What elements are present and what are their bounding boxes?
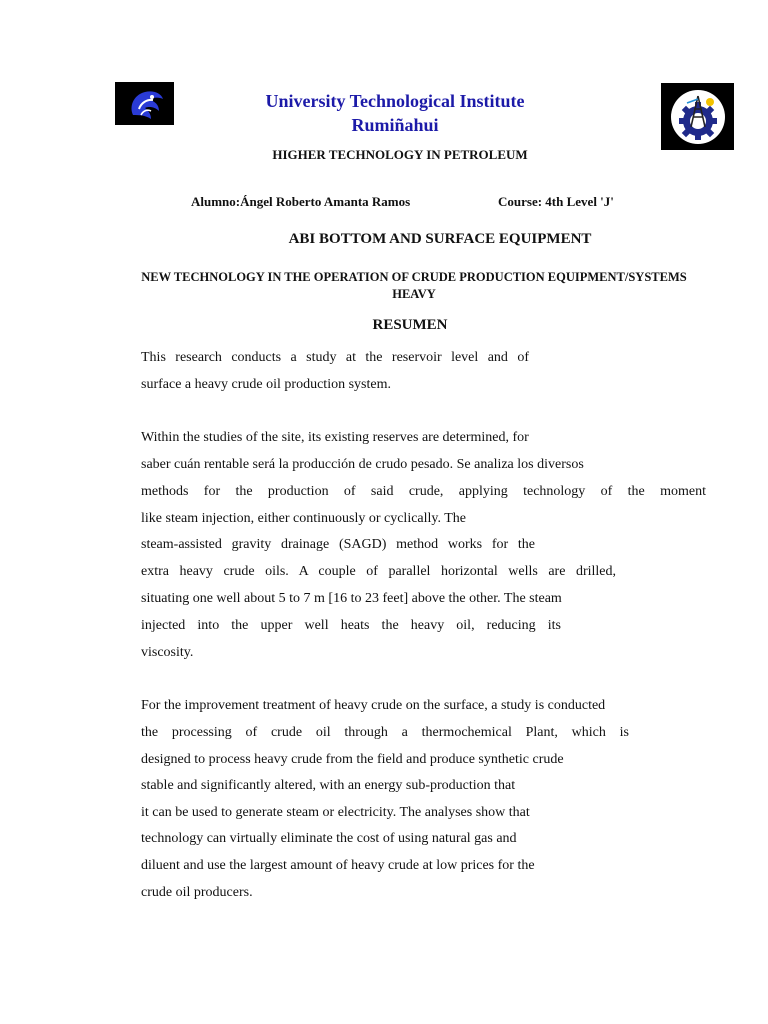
body-line: crude oil producers. (141, 885, 253, 900)
institute-title-line2: Rumiñahui (351, 115, 439, 135)
body-line: designed to process heavy crude from the field and produce synthetic crude (141, 752, 564, 767)
program-name: HIGHER TECHNOLOGY IN PETROLEUM (272, 147, 528, 162)
body-line: Within the studies of the site, its existing reserves are determined, for (141, 430, 529, 445)
body-line: viscosity. (141, 645, 194, 660)
body-line: situating one well about 5 to 7 m [16 to 23 feet] above the other. The steam (141, 591, 562, 606)
topic-title (112, 269, 716, 303)
university-logo (115, 82, 174, 125)
body-line: it can be used to generate steam or electricity. The analyses show that (141, 805, 530, 820)
body-line: technology can virtually eliminate the cost of using natural gas and (141, 831, 517, 846)
body-line: surface a heavy crude oil production system. (141, 377, 391, 392)
topic-title-line2: HEAVY (392, 287, 436, 301)
body-line: the processing of crude oil through a thermochemical Plant, which is (141, 725, 629, 740)
section-heading: RESUMEN (372, 317, 448, 333)
gear-oil-derrick-icon (667, 87, 729, 147)
institute-title-line1: University Technological Institute (265, 91, 525, 111)
topic-title-line1: NEW TECHNOLOGY IN THE OPERATION OF CRUDE PRODUCTION EQUIPMENT/SYSTEMS (141, 270, 687, 284)
body-line: like steam injection, either continuously or cyclically. The (141, 511, 467, 526)
student-name: Alumno:Ángel Roberto Amanta Ramos (191, 194, 411, 209)
body-line: stable and significantly altered, with an energy sub-production that (141, 778, 516, 793)
body-line: injected into the upper well heats the heavy oil, reducing its (141, 618, 561, 633)
body-line: steam-assisted gravity drainage (SAGD) method works for the (141, 537, 535, 552)
body-line: extra heavy crude oils. A couple of parallel horizontal wells are drilled, (141, 564, 616, 579)
university-logo-icon (119, 85, 171, 123)
body-line: methods for the production of said crude, applying technology of the moment (141, 484, 706, 499)
course-level: Course: 4th Level 'J' (498, 194, 614, 209)
petroleum-gear-logo (661, 83, 734, 150)
body-line: diluent and use the largest amount of heavy crude at low prices for the (141, 858, 535, 873)
body-line: For the improvement treatment of heavy crude on the surface, a study is conducted (141, 698, 606, 713)
body-line: This research conducts a study at the reservoir level and of (141, 350, 529, 365)
body-line: saber cuán rentable será la producción de crudo pesado. Se analiza los diversos (141, 457, 584, 472)
subject-title: ABI BOTTOM AND SURFACE EQUIPMENT (288, 231, 592, 247)
institute-title (195, 89, 595, 137)
